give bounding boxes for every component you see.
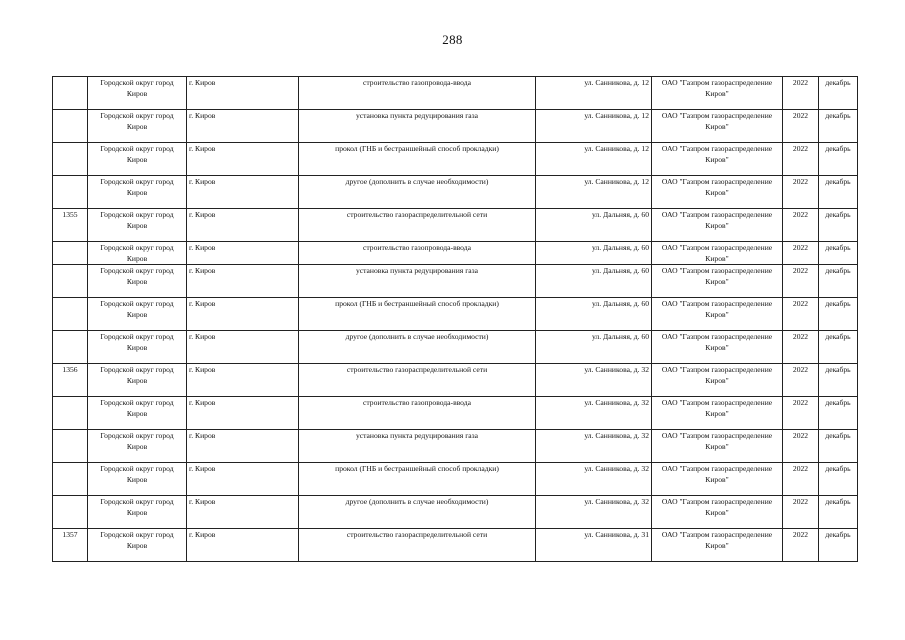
municipality-cell: Городской округ город Киров — [88, 209, 187, 242]
address-cell: ул. Дальняя, д. 60 — [536, 298, 652, 331]
city-cell: г. Киров — [187, 463, 299, 496]
municipality-cell: Городской округ город Киров — [88, 397, 187, 430]
month-cell: декабрь — [819, 430, 858, 463]
address-cell: ул. Санникова, д. 12 — [536, 176, 652, 209]
organization-cell: ОАО "Газпром газораспределение Киров" — [652, 364, 783, 397]
month-cell: декабрь — [819, 176, 858, 209]
organization-cell: ОАО "Газпром газораспределение Киров" — [652, 463, 783, 496]
organization-cell: ОАО "Газпром газораспределение Киров" — [652, 110, 783, 143]
month-cell: декабрь — [819, 529, 858, 562]
work-type-cell: другое (дополнить в случае необходимости) — [299, 331, 536, 364]
table-row — [53, 430, 858, 463]
work-type-cell: прокол (ГНБ и бестраншейный способ прокладки) — [299, 298, 536, 331]
organization-cell: ОАО "Газпром газораспределение Киров" — [652, 242, 783, 265]
municipality-cell: Городской округ город Киров — [88, 331, 187, 364]
municipality-cell: Городской округ город Киров — [88, 496, 187, 529]
month-cell: декабрь — [819, 496, 858, 529]
month-cell: декабрь — [819, 397, 858, 430]
year-cell: 2022 — [783, 209, 819, 242]
month-cell: декабрь — [819, 463, 858, 496]
row-number-cell: 1355 — [53, 209, 88, 242]
municipality-cell: Городской округ город Киров — [88, 364, 187, 397]
month-cell: декабрь — [819, 298, 858, 331]
work-type-cell: строительство газораспределительной сети — [299, 529, 536, 562]
row-number-cell: 1357 — [53, 529, 88, 562]
address-cell: ул. Санникова, д. 32 — [536, 364, 652, 397]
organization-cell: ОАО "Газпром газораспределение Киров" — [652, 331, 783, 364]
address-cell: ул. Санникова, д. 32 — [536, 496, 652, 529]
work-type-cell: прокол (ГНБ и бестраншейный способ прокладки) — [299, 463, 536, 496]
row-number-cell — [53, 77, 88, 110]
table-row — [53, 265, 858, 298]
organization-cell: ОАО "Газпром газораспределение Киров" — [652, 209, 783, 242]
month-cell: декабрь — [819, 110, 858, 143]
year-cell: 2022 — [783, 529, 819, 562]
work-type-cell: строительство газопровода-ввода — [299, 242, 536, 265]
organization-cell: ОАО "Газпром газораспределение Киров" — [652, 496, 783, 529]
work-type-cell: строительство газораспределительной сети — [299, 364, 536, 397]
month-cell: декабрь — [819, 143, 858, 176]
month-cell: декабрь — [819, 364, 858, 397]
row-number-cell — [53, 463, 88, 496]
table-row — [53, 529, 858, 562]
address-cell: ул. Санникова, д. 32 — [536, 430, 652, 463]
municipality-cell: Городской округ город Киров — [88, 265, 187, 298]
table-row — [53, 397, 858, 430]
row-number-cell — [53, 430, 88, 463]
row-number-cell — [53, 110, 88, 143]
city-cell: г. Киров — [187, 397, 299, 430]
address-cell: ул. Санникова, д. 12 — [536, 77, 652, 110]
year-cell: 2022 — [783, 496, 819, 529]
address-cell: ул. Дальняя, д. 60 — [536, 265, 652, 298]
address-cell: ул. Санникова, д. 32 — [536, 397, 652, 430]
municipality-cell: Городской округ город Киров — [88, 430, 187, 463]
table-row — [53, 364, 858, 397]
year-cell: 2022 — [783, 463, 819, 496]
table-row — [53, 496, 858, 529]
year-cell: 2022 — [783, 397, 819, 430]
work-type-cell: строительство газораспределительной сети — [299, 209, 536, 242]
city-cell: г. Киров — [187, 143, 299, 176]
city-cell: г. Киров — [187, 176, 299, 209]
municipality-cell: Городской округ город Киров — [88, 143, 187, 176]
city-cell: г. Киров — [187, 298, 299, 331]
work-type-cell: другое (дополнить в случае необходимости) — [299, 496, 536, 529]
organization-cell: ОАО "Газпром газораспределение Киров" — [652, 298, 783, 331]
city-cell: г. Киров — [187, 209, 299, 242]
year-cell: 2022 — [783, 176, 819, 209]
table-row — [53, 463, 858, 496]
table-row — [53, 209, 858, 242]
month-cell: декабрь — [819, 331, 858, 364]
address-cell: ул. Санникова, д. 12 — [536, 143, 652, 176]
row-number-cell — [53, 496, 88, 529]
work-type-cell: прокол (ГНБ и бестраншейный способ прокладки) — [299, 143, 536, 176]
municipality-cell: Городской округ город Киров — [88, 529, 187, 562]
gas-works-table — [52, 76, 858, 562]
year-cell: 2022 — [783, 298, 819, 331]
work-type-cell: строительство газопровода-ввода — [299, 397, 536, 430]
work-type-cell: другое (дополнить в случае необходимости) — [299, 176, 536, 209]
municipality-cell: Городской округ город Киров — [88, 110, 187, 143]
work-type-cell: установка пункта редуцирования газа — [299, 265, 536, 298]
city-cell: г. Киров — [187, 77, 299, 110]
row-number-cell — [53, 242, 88, 265]
city-cell: г. Киров — [187, 265, 299, 298]
year-cell: 2022 — [783, 430, 819, 463]
municipality-cell: Городской округ город Киров — [88, 77, 187, 110]
row-number-cell — [53, 397, 88, 430]
year-cell: 2022 — [783, 143, 819, 176]
work-type-cell: установка пункта редуцирования газа — [299, 430, 536, 463]
municipality-cell: Городской округ город Киров — [88, 176, 187, 209]
address-cell: ул. Дальняя, д. 60 — [536, 331, 652, 364]
table-row — [53, 143, 858, 176]
work-type-cell: строительство газопровода-ввода — [299, 77, 536, 110]
municipality-cell: Городской округ город Киров — [88, 463, 187, 496]
table-row — [53, 176, 858, 209]
municipality-cell: Городской округ город Киров — [88, 242, 187, 265]
city-cell: г. Киров — [187, 364, 299, 397]
table-row — [53, 331, 858, 364]
row-number-cell — [53, 143, 88, 176]
organization-cell: ОАО "Газпром газораспределение Киров" — [652, 143, 783, 176]
year-cell: 2022 — [783, 242, 819, 265]
organization-cell: ОАО "Газпром газораспределение Киров" — [652, 77, 783, 110]
month-cell: декабрь — [819, 242, 858, 265]
address-cell: ул. Дальняя, д. 60 — [536, 209, 652, 242]
organization-cell: ОАО "Газпром газораспределение Киров" — [652, 176, 783, 209]
row-number-cell — [53, 298, 88, 331]
month-cell: декабрь — [819, 265, 858, 298]
table-row — [53, 242, 858, 265]
city-cell: г. Киров — [187, 529, 299, 562]
row-number-cell: 1356 — [53, 364, 88, 397]
row-number-cell — [53, 265, 88, 298]
year-cell: 2022 — [783, 77, 819, 110]
address-cell: ул. Санникова, д. 31 — [536, 529, 652, 562]
municipality-cell: Городской округ город Киров — [88, 298, 187, 331]
address-cell: ул. Санникова, д. 12 — [536, 110, 652, 143]
city-cell: г. Киров — [187, 110, 299, 143]
table-row — [53, 110, 858, 143]
address-cell: ул. Санникова, д. 32 — [536, 463, 652, 496]
city-cell: г. Киров — [187, 331, 299, 364]
month-cell: декабрь — [819, 77, 858, 110]
year-cell: 2022 — [783, 331, 819, 364]
work-type-cell: установка пункта редуцирования газа — [299, 110, 536, 143]
row-number-cell — [53, 331, 88, 364]
month-cell: декабрь — [819, 209, 858, 242]
address-cell: ул. Дальняя, д. 60 — [536, 242, 652, 265]
city-cell: г. Киров — [187, 242, 299, 265]
row-number-cell — [53, 176, 88, 209]
organization-cell: ОАО "Газпром газораспределение Киров" — [652, 529, 783, 562]
city-cell: г. Киров — [187, 430, 299, 463]
page-number: 288 — [442, 32, 463, 47]
organization-cell: ОАО "Газпром газораспределение Киров" — [652, 430, 783, 463]
year-cell: 2022 — [783, 364, 819, 397]
year-cell: 2022 — [783, 110, 819, 143]
year-cell: 2022 — [783, 265, 819, 298]
organization-cell: ОАО "Газпром газораспределение Киров" — [652, 397, 783, 430]
organization-cell: ОАО "Газпром газораспределение Киров" — [652, 265, 783, 298]
table-row — [53, 298, 858, 331]
table-row — [53, 77, 858, 110]
city-cell: г. Киров — [187, 496, 299, 529]
